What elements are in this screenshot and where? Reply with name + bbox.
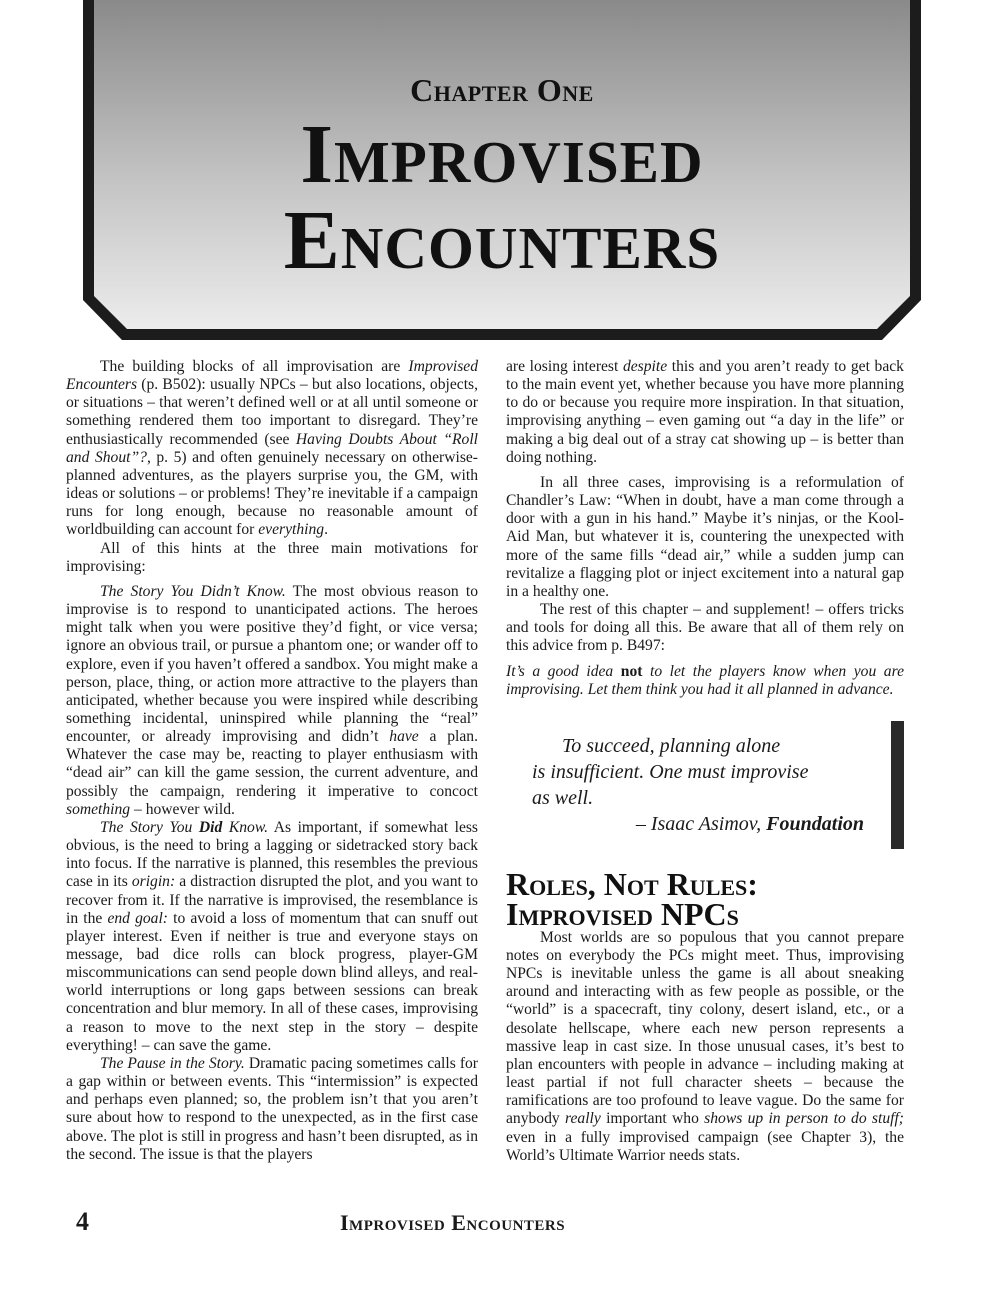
epigraph-box bbox=[506, 721, 904, 851]
paragraph: Most worlds are so populous that you cannot prepare notes on everybody the PCs might meet. Thus, improvising NPCs is inevitable unless the game is all about sneaking around and interacting with as few people as possible, or the “world” is a spacecraft, tiny colony, desert island, etc., or a desolate hellscape, where each new person represents a massive leap in cast size. In those unusual cases, it’s best to plan encounters with people in advance – including making at least partial if not full character sheets – because the ramifications are too profound to leave vague. Do the same for anybody really important who shows up in person to do stuff; even in a fully improvised campaign (see Chapter 3), the World’s Ultimate Warrior needs stats. bbox=[506, 928, 904, 1164]
epigraph-line: To succeed, planning alone bbox=[562, 734, 781, 757]
epigraph-text bbox=[532, 733, 852, 811]
section-heading-line1: Roles, Not Rules: bbox=[506, 865, 758, 902]
paragraph: The building blocks of all improvisation are Improvised Encounters (p. B502): usually NPCs – but also locations, objects, or situations – that weren’t defined well or at all until someone or something rendered them too important to disregard. They’re enthusiastically recommended (see Having Doubts About “Roll and Shout”?, p. 5) and often genuinely necessary on otherwise-planned adventures, as the players surprise you, the GM, with ideas or solutions – or problems! They’re inevitable if a campaign runs for long enough, because no reasonable amount of worldbuilding can account for everything. bbox=[66, 358, 478, 539]
paragraph: The Pause in the Story. Dramatic pacing sometimes calls for a gap within or between events. This “intermission” is expected and perhaps even planned; so, the problem isn’t that you aren’t sure about how to respond to the unexpected, as in the first case above. The plot is still in progress and hasn’t been disrupted, as in the second. The issue is that the players bbox=[66, 1054, 478, 1163]
page-number: 4 bbox=[76, 1207, 89, 1236]
section-heading-line2: Improvised NPCs bbox=[506, 895, 739, 932]
paragraph: The rest of this chapter – and supplement! – offers tricks and tools for doing all this. Be aware that all of them rely on this advice from p. B497: bbox=[506, 601, 904, 655]
left-column bbox=[66, 358, 478, 1164]
paragraph: In all three cases, improvising is a reformulation of Chandler’s Law: “When in doubt, have a man come through a door with a gun in his hand.” Maybe it’s ninjas, or the Kool-Aid Man, but whatever it is, countering the unexpected with more of the same fills “dead air,” while a sudden jump can revitalize a flagging plot or inject excitement into a natural gap in a healthy one. bbox=[506, 473, 904, 600]
paragraph: All of this hints at the three main motivations for improvising: bbox=[66, 539, 478, 575]
rule-quote: It’s a good idea not to let the players know when you are improvising. Let them think you had it all planned in advance. bbox=[506, 662, 905, 698]
chapter-header bbox=[80, 0, 924, 345]
epigraph-line: as well. bbox=[532, 786, 594, 809]
paragraph: The Story You Didn’t Know. The most obvious reason to improvise is to respond to unanticipated actions. The heroes might talk when you were positive they’d fight, or vice versa; ignore an obvious trail, or pursue a phantom one; or wander off to explore, even if you haven’t offered a sandbox. You might make a person, place, thing, or action more attractive to the players than anticipated, whether because you were inspired while describing something incidental, uninspired while planning the “real” encounter, or already improvising and didn’t have a plan. Whatever the case may be, reacting to player enthusiasm with “dead air” can kill the game session, the current adventure, and possibly the campaign, rendering it imperative to concoct something – however wild. bbox=[66, 582, 479, 818]
chapter-title bbox=[80, 108, 924, 287]
running-title: Improvised Encounters bbox=[340, 1210, 566, 1235]
epigraph-attribution: – Isaac Asimov, Foundation bbox=[635, 812, 864, 835]
paragraph: The Story You Did Know. As important, if somewhat less obvious, is the need to bring a lagging or sidetracked story back into focus. If the narrative is planned, this resembles the previous case in its origin: a distraction disrupted the plot, and you want to recover from it. If the narrative is improvised, the resemblance is in the end goal: to avoid a loss of momentum that can snuff out player interest. Even if neither is true and everyone stays on message, bad dice rolls can block progress, player-GM miscommunications can send people down blind alleys, and real-world interruptions or long gaps between sessions can break concentration and blur memory. In all of these cases, improvising a reason to move to the next step in the story – despite everything! – can save the game. bbox=[66, 818, 479, 1054]
chapter-title-line2: Encounters bbox=[283, 194, 721, 287]
right-column bbox=[506, 358, 904, 1165]
paragraph: are losing interest despite this and you aren’t ready to get back to the main event yet, whether because you have more planning to do or because you require more inspiration. In that situation, improvising anything – even gaming out “a day in the life” or making a big deal out of a stray cat showing up – is better than doing nothing. bbox=[506, 358, 904, 466]
epigraph-sidebar-bar bbox=[891, 721, 904, 849]
chapter-title-line1: Improvised bbox=[300, 108, 704, 201]
epigraph-line: is insufficient. One must improvise bbox=[532, 760, 809, 783]
section-heading bbox=[506, 865, 904, 932]
chapter-label: Chapter One bbox=[410, 72, 594, 108]
